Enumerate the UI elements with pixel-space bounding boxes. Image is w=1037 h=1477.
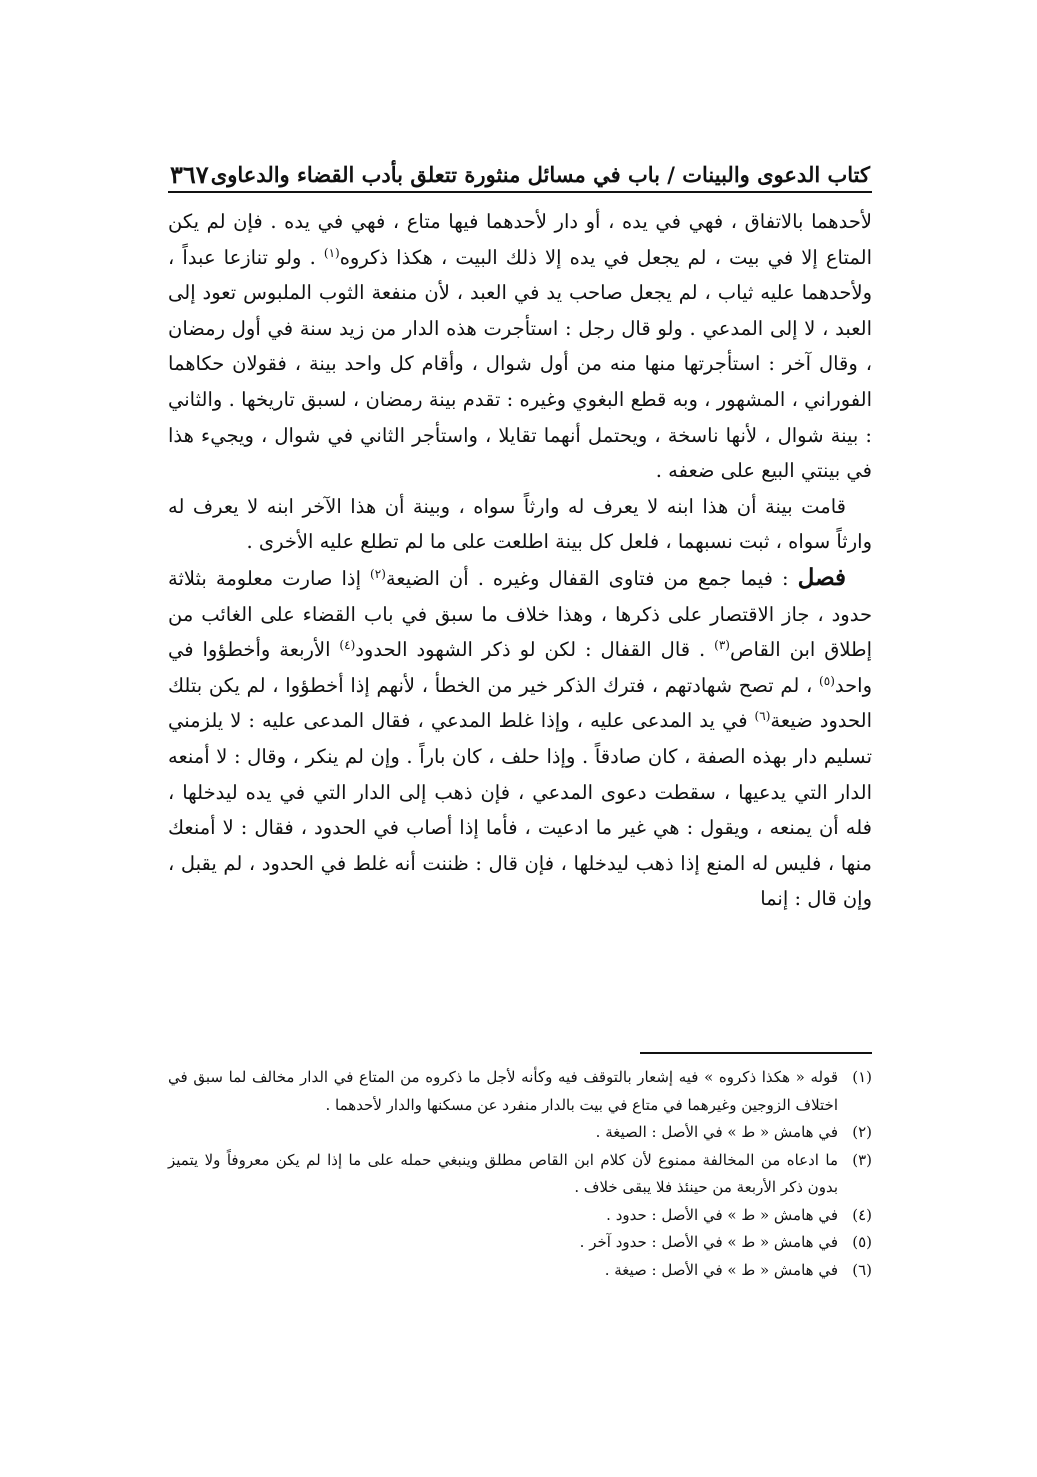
text-run: : فيما جمع من فتاوى القفال وغيره . أن الضيعة <box>385 566 798 590</box>
footnote-text: في هامش « ط » في الأصل : الصيغة . <box>595 1123 838 1141</box>
footnote-ref-6: (٦) <box>754 709 771 724</box>
paragraph-1 <box>168 204 872 489</box>
footnote-number: (٦) <box>852 1260 872 1279</box>
text-run: إذا صارت معلومة بثلاثة حدود ، جاز الاقتصار على ذكرها ، وهذا خلاف ما سبق في باب القضاء على الغائب من إطلاق ابن القاص <box>168 566 872 662</box>
section-heading-fasl: فصل <box>797 563 847 591</box>
page-number: ٣٦٧ <box>170 160 209 189</box>
footnote-ref-5: (٥) <box>819 673 835 688</box>
footnotes <box>168 1064 872 1284</box>
footnote-5 <box>168 1229 872 1257</box>
chapter-title: كتاب الدعوى والبينات / باب في مسائل منثورة تتعلق بأدب القضاء والدعاوى <box>210 162 870 187</box>
footnote-text: في هامش « ط » في الأصل : حدود آخر . <box>579 1233 838 1251</box>
footnote-6 <box>168 1257 872 1285</box>
paragraph-2: قامت بينة أن هذا ابنه لا يعرف له وارثاً سواه ، وبينة أن هذا الآخر ابنه لا يعرف له وارثاً سواه ، ثبت نسبهما ، فلعل كل بينة اطلعت على ما لم تطلع عليه الأخرى . <box>168 494 872 554</box>
footnote-2 <box>168 1119 872 1147</box>
footnote-text: قوله « هكذا ذكروه » فيه إشعار بالتوقف فيه وكأنه لأجل ما ذكروه من المتاع في الدار مخالف لما سبق في اختلاف الزوجين وغيرهما في متاع في بيت بالدار منفرد عن مسكنها والدار لأحدهما . <box>168 1068 838 1114</box>
text-run: ، لم تصح شهادتهم ، فترك الذكر خير من الخطأ ، لأنهم إذا أخطؤوا ، لم يكن بتلك الحدود ضيعة <box>168 673 872 733</box>
text-run: . قال القفال : لكن لو ذكر الشهود الحدود <box>355 638 715 662</box>
footnote-number: (٣) <box>852 1150 872 1169</box>
running-header <box>170 150 870 190</box>
main-text <box>168 204 872 917</box>
footnote-ref-4: (٤) <box>339 638 356 653</box>
footnote-ref-3: (٣) <box>714 638 730 653</box>
text-run: . ولو تنازعا عبداً ، ولأحدهما عليه ثياب ، لم يجعل صاحب يد في العبد ، لأن منفعة الثوب الملبوس تعود إلى العبد ، لا إلى المدعي . ولو قال رجل : استأجرت هذه الدار من زيد سنة في أول رمضان ، وقال آخر : استأجرتها منها منه من أول شوال ، وأقام كل واحد بينة ، فقولان حكاهما الفوراني ، المشهور ، وبه قطع البغوي وغيره : تقدم بينة رمضان ، لسبق تاريخها . والثاني : بينة شوال ، لأنها ناسخة ، ويحتمل أنهما تقايلا ، واستأجر الثاني في شوال ، ويجيء هذا في بينتي البيع على ضعفه . <box>168 245 872 483</box>
footnote-4 <box>168 1202 872 1230</box>
text-run: لأحدهما بالاتفاق ، فهي في يده ، أو دار لأحدهما فيها متاع ، فهي في يده . فإن لم يكن المتاع إلا في بيت ، لم يجعل في يده إلا ذلك البيت ، هكذا ذكروه <box>168 210 872 269</box>
footnote-text: ما ادعاه من المخالفة ممنوع لأن كلام ابن القاص مطلق وينبغي حمله على ما إذا لم يكن معروفاً ولا يتميز بدون ذكر الأربعة من حينئذ فلا يبقى خلاف . <box>168 1150 838 1196</box>
footnote-ref-1: (١) <box>323 245 340 260</box>
header-rule <box>168 191 872 193</box>
footnote-separator <box>640 1052 872 1054</box>
footnote-text: في هامش « ط » في الأصل : صيغة . <box>604 1260 838 1279</box>
footnote-ref-2: (٢) <box>370 566 386 581</box>
footnote-number: (٥) <box>852 1233 872 1251</box>
paragraph-3 <box>168 560 872 917</box>
footnote-text: في هامش « ط » في الأصل : حدود . <box>606 1205 838 1224</box>
footnote-number: (٤) <box>852 1205 872 1224</box>
text-run: الأربعة وأخطؤوا في واحد <box>168 638 872 697</box>
text-run: في يد المدعى عليه ، وإذا غلط المدعي ، فقال المدعى عليه : لا يلزمني تسليم دار بهذه الصفة ، كان صادقاً . وإذا حلف ، كان باراً . وإن لم ينكر ، وقال : لا أمنعه الدار التي يدعيها ، سقطت دعوى المدعي ، فإن ذهب إلى الدار التي في يده ليدخلها ، فله أن يمنعه ، ويقول : هي غير ما ادعيت ، فأما إذا أصاب في الحدود ، فقال : لا أمنعك منها ، فليس له المنع إذا ذهب ليدخلها ، فإن قال : ظننت أنه غلط في الحدود ، لم يقبل ، وإن قال : إنما <box>168 709 872 911</box>
footnote-1 <box>168 1064 872 1119</box>
footnote-number: (٢) <box>852 1123 872 1141</box>
footnote-number: (١) <box>852 1068 872 1086</box>
footnote-3 <box>168 1147 872 1202</box>
